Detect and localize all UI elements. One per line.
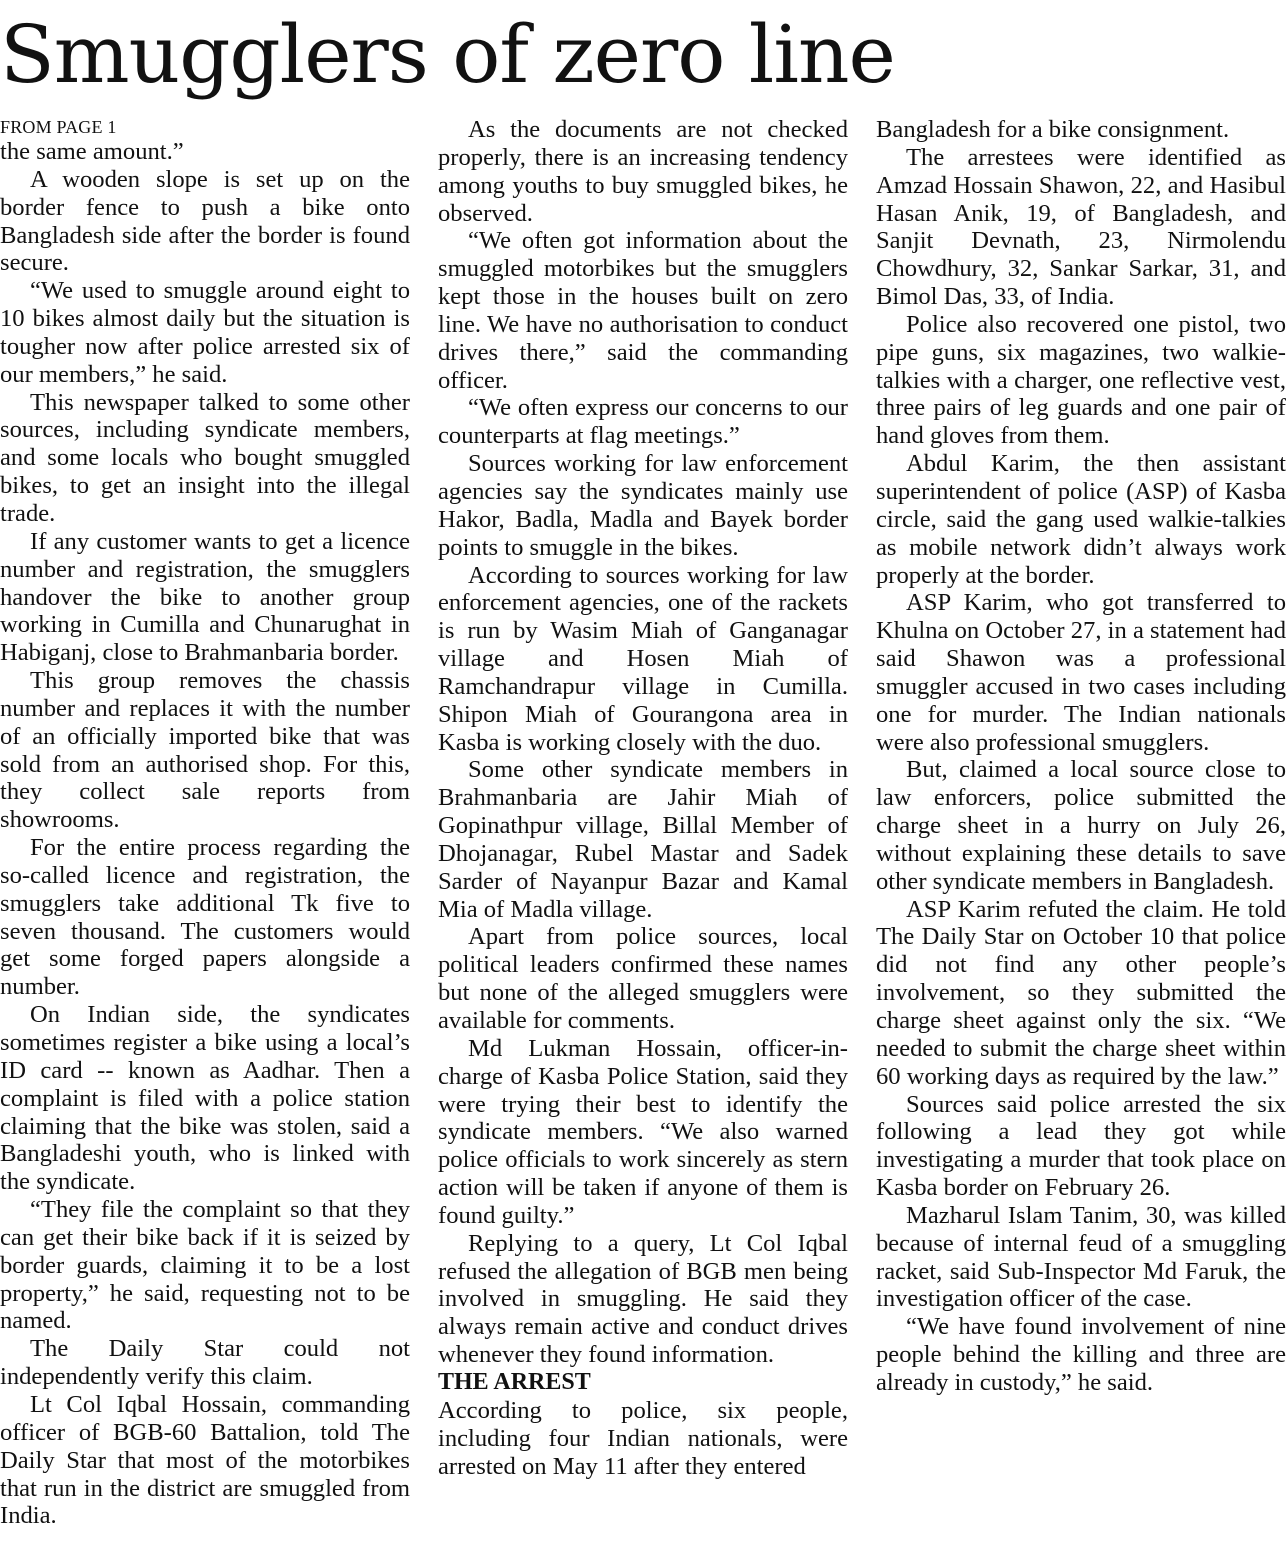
paragraph: Police also recovered one pistol, two pipe guns, six magazines, two walkie-talkies with a charger, one reflective vest, three pairs of leg guards and one pair of hand gloves from them. — [876, 310, 1286, 450]
paragraph: Replying to a query, Lt Col Iqbal refused the allegation of BGB men being involved in smuggling. He said they always remain active and conduct drives whenever they found information. — [438, 1229, 848, 1369]
continuation-kicker: FROM PAGE 1 — [0, 117, 117, 137]
column-2 — [438, 116, 848, 1563]
paragraph: Mazharul Islam Tanim, 30, was killed because of internal feud of a smuggling racket, said Sub-Inspector Md Faruk, the investigation officer of the case. — [876, 1201, 1286, 1313]
paragraph: But, claimed a local source close to law enforcers, police submitted the charge sheet in a hurry on July 26, without explaining these details to save other syndicate members in Bangladesh. — [876, 756, 1286, 895]
paragraph: Sources working for law enforcement agencies say the syndicates mainly use Hakor, Badla, Madla and Bayek border points to smuggle in the bikes. — [438, 450, 848, 561]
paragraph: “We have found involvement of nine people behind the killing and three are already in custody,” he said. — [876, 1313, 1286, 1396]
paragraph: The Daily Star could not independently verify this claim. — [0, 1335, 410, 1391]
paragraph: On Indian side, the syndicates sometimes register a bike using a local’s ID card -- known as Aadhar. Then a complaint is filed with a police station claiming that the bike was stolen, said a Bangladeshi youth, who is linked with the syndicate. — [0, 1001, 410, 1196]
paragraph: ASP Karim, who got transferred to Khulna on October 27, in a statement had said Shawon was a professional smuggler accused in two cases including one for murder. The Indian nationals were also professional smugglers. — [876, 589, 1286, 756]
paragraph: The arrestees were identified as Amzad Hossain Shawon, 22, and Hasibul Hasan Anik, 19, of Bangladesh, and Sanjit Devnath, 23, Nirmolendu Chowdhury, 32, Sankar Sarkar, 31, and Bimol Das, 33, of India. — [876, 143, 1286, 311]
paragraph: For the entire process regarding the so-called licence and registration, the smugglers take additional Tk five to seven thousand. The customers would get some forged papers alongside a number. — [0, 834, 410, 1001]
paragraph: “They file the complaint so that they can get their bike back if it is seized by border guards, claiming it to be a lost property,” he said, requesting not to be named. — [0, 1196, 410, 1335]
paragraph: If any customer wants to get a licence number and registration, the smugglers handover the bike to another group working in Cumilla and Chunarughat in Habiganj, close to Brahmanbaria border. — [0, 527, 410, 667]
paragraph: Apart from police sources, local political leaders confirmed these names but none of the alleged smugglers were available for comments. — [438, 923, 848, 1034]
paragraph: According to police, six people, including four Indian nationals, were arrested on May 11 after they entered — [438, 1396, 848, 1480]
paragraph: Lt Col Iqbal Hossain, commanding officer of BGB-60 Battalion, told The Daily Star that most of the motorbikes that run in the district are smuggled from India. — [0, 1390, 410, 1530]
paragraph: “We used to smuggle around eight to 10 bikes almost daily but the situation is tougher now after police arrested six of our members,” he said. — [0, 277, 410, 388]
headline: Smugglers of zero line — [0, 8, 895, 101]
paragraph: Md Lukman Hossain, officer-in-charge of Kasba Police Station, said they were trying their best to identify the syndicate members. “We also warned police officials to work sincerely as stern action will be taken if anyone of them is found guilty.” — [438, 1034, 848, 1229]
paragraph: the same amount.” — [0, 138, 184, 165]
paragraph: A wooden slope is set up on the border fence to push a bike onto Bangladesh side after the border is found secure. — [0, 165, 410, 277]
paragraph: ASP Karim refuted the claim. He told The Daily Star on October 10 that police did not find any other people’s involvement, so they submitted the charge sheet against only the six. “We needed to submit the charge sheet within 60 working days as required by the law.” — [876, 895, 1286, 1090]
column-3 — [876, 116, 1286, 1563]
paragraph: Bangladesh for a bike consignment. — [876, 116, 1230, 143]
paragraph: According to sources working for law enforcement agencies, one of the rackets is run by Wasim Miah of Ganganagar village and Hosen Miah of Ramchandrapur village in Cumilla. Shipon Miah of Gourangona area in Kasba is working closely with the duo. — [438, 561, 848, 756]
paragraph: As the documents are not checked properly, there is an increasing tendency among youths to buy smuggled bikes, he observed. — [438, 116, 848, 227]
paragraph: “We often got information about the smuggled motorbikes but the smugglers kept those in the houses built on zero line. We have no authorisation to conduct drives there,” said the commanding officer. — [438, 227, 848, 394]
column-1 — [0, 116, 410, 1563]
paragraph: “We often express our concerns to our counterparts at flag meetings.” — [438, 394, 848, 450]
paragraph: Some other syndicate members in Brahmanbaria are Jahir Miah of Gopinathpur village, Billal Member of Dhojanagar, Rubel Mastar and Sadek Sarder of Nayanpur Bazar and Kamal Mia of Madla village. — [438, 756, 848, 923]
paragraph: Sources said police arrested the six following a lead they got while investigating a murder that took place on Kasba border on February 26. — [876, 1090, 1286, 1202]
subhead-the-arrest: THE ARREST — [438, 1368, 591, 1395]
paragraph: This newspaper talked to some other sources, including syndicate members, and some locals who bought smuggled bikes, to get an insight into the illegal trade. — [0, 388, 410, 527]
paragraph: This group removes the chassis number and replaces it with the number of an officially imported bike that was sold from an authorised shop. For this, they collect sale reports from showrooms. — [0, 667, 410, 834]
paragraph: Abdul Karim, the then assistant superintendent of police (ASP) of Kasba circle, said the gang used walkie-talkies as mobile network didn’t always work properly at the border. — [876, 450, 1286, 589]
